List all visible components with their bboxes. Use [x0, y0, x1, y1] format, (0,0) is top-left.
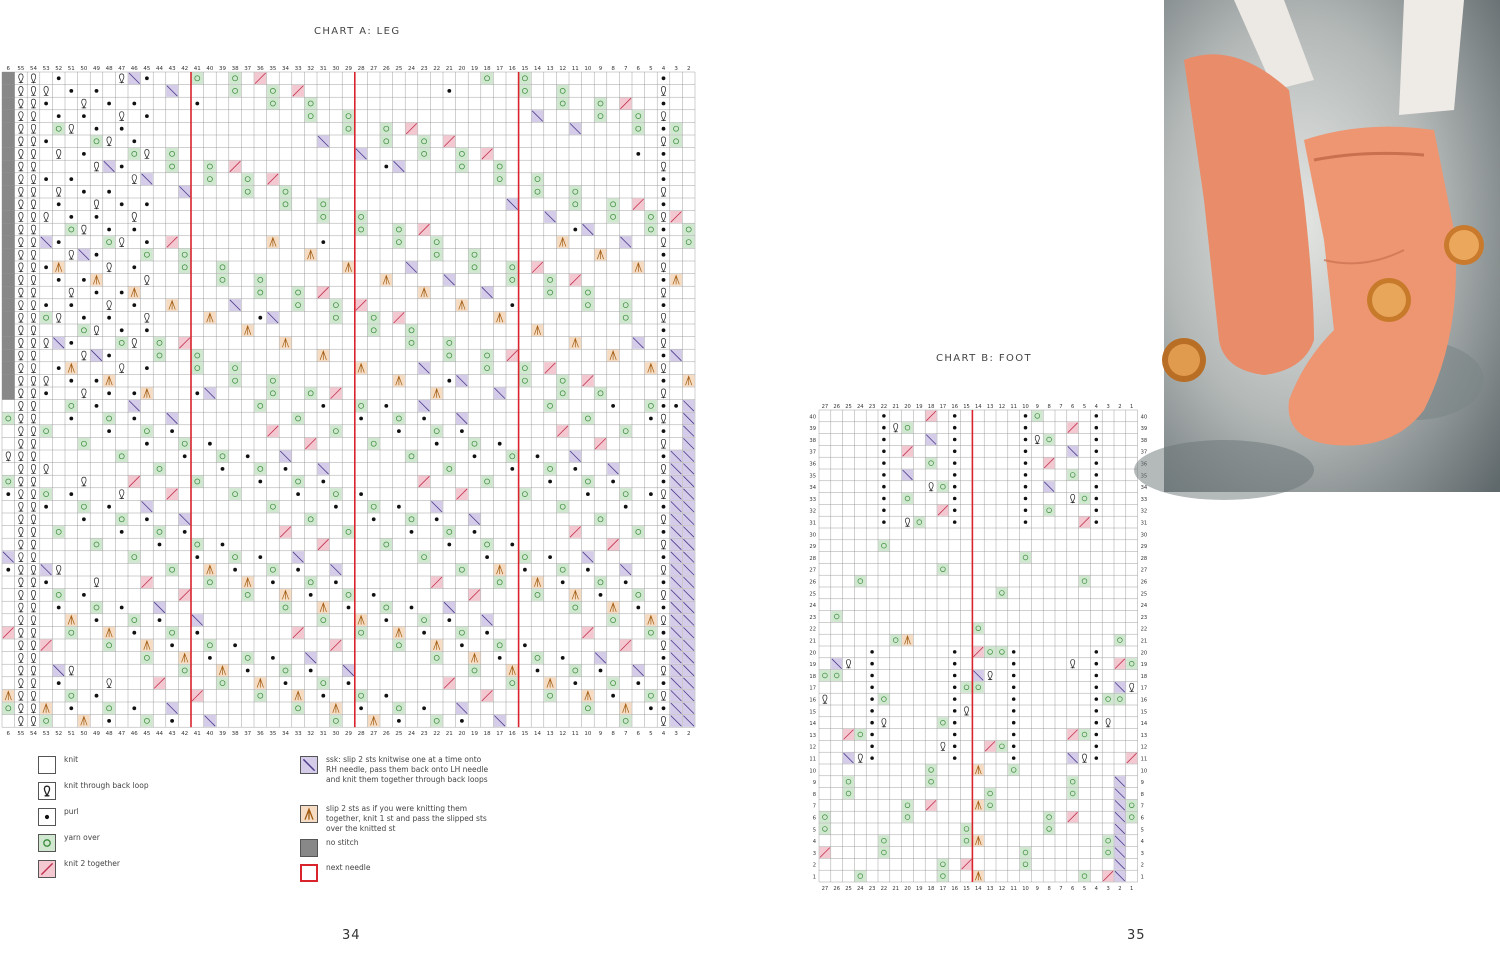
chart-b-row-label-left: 6 [812, 815, 816, 822]
chart-b-row-label-left: 16 [809, 697, 816, 704]
chart-a-col-label-bottom: 49 [93, 731, 100, 738]
chart-a-col-label-bottom: 54 [30, 731, 37, 738]
chart-a-col-label-bottom: 29 [345, 731, 352, 738]
chart-a-col-label-bottom: 53 [42, 731, 50, 738]
chart-b-col-label-top: 22 [880, 404, 888, 410]
chart-b-col-label-bottom: 1 [1130, 886, 1134, 892]
chart-b-row-label-right: 40 [1140, 414, 1148, 421]
socks-illustration-icon [1164, 0, 1500, 492]
chart-a-col-label-bottom: 10 [584, 731, 592, 738]
chart-a-col-label-top: 6 [6, 66, 11, 72]
chart-b-row-label-left: 34 [809, 485, 816, 492]
chart-b-col-label-bottom: 21 [892, 886, 900, 892]
chart-a-col-label-top: 24 [408, 66, 415, 72]
chart-a-col-label-bottom: 40 [206, 731, 214, 738]
chart-b-col-label-top: 8 [1047, 404, 1051, 410]
chart-a-col-label-top: 43 [168, 66, 176, 72]
chart-b-col-label-bottom: 10 [1022, 886, 1029, 892]
chart-b-row-label-right: 33 [1140, 496, 1148, 503]
chart-b-row-label-left: 10 [809, 768, 816, 775]
chart-b-col-label-bottom: 7 [1059, 886, 1063, 892]
chart-a-col-label-bottom: 38 [231, 731, 239, 738]
chart-b-row-label-left: 8 [812, 791, 816, 798]
legend-knit-label: knit [64, 755, 79, 764]
chart-b-col-label-top: 18 [927, 404, 935, 410]
chart-a-title: CHART A: LEG [314, 26, 401, 37]
chart-b-row-label-right: 12 [1140, 744, 1148, 751]
chart-a-col-label-top: 38 [231, 66, 239, 72]
page-number-right: 35 [1127, 928, 1146, 943]
chart-a-col-label-top: 3 [674, 66, 678, 72]
chart-a-col-label-bottom: 6 [636, 731, 641, 738]
chart-b-col-label-bottom: 20 [904, 886, 911, 892]
chart-b-row-label-left: 21 [809, 638, 816, 645]
chart-a-col-label-bottom: 34 [282, 731, 289, 738]
chart-a-col-label-bottom: 25 [395, 731, 403, 738]
chart-b-col-label-bottom: 19 [915, 886, 923, 892]
chart-b-row-label-right: 23 [1140, 614, 1148, 621]
chart-b-row-label-right: 1 [1140, 874, 1144, 881]
chart-a-col-label-bottom: 11 [571, 731, 579, 738]
chart-a-col-label-top: 21 [445, 66, 453, 72]
chart-a-col-label-top: 55 [17, 66, 25, 72]
chart-b-row-label-left: 7 [812, 803, 816, 810]
chart-b-row-label-right: 31 [1140, 520, 1148, 527]
chart-b-row-label-left: 17 [809, 685, 816, 692]
chart-b-row-label-left: 37 [809, 449, 816, 456]
chart-a-col-label-bottom: 24 [408, 731, 415, 738]
chart-b-col-label-top: 2 [1118, 404, 1122, 410]
chart-a-col-label-top: 49 [93, 66, 100, 72]
chart-a-col-label-top: 48 [105, 66, 113, 72]
page-number-left: 34 [342, 928, 361, 943]
chart-a-col-label-bottom: 12 [559, 731, 567, 738]
chart-b-col-label-bottom: 8 [1047, 886, 1051, 892]
chart-b-row-label-left: 20 [809, 650, 816, 657]
chart-a-col-label-top: 42 [181, 66, 189, 72]
chart-a-col-label-bottom: 35 [269, 731, 277, 738]
chart-b-col-label-bottom: 6 [1071, 886, 1075, 892]
chart-b-row-label-left: 18 [809, 673, 816, 680]
chart-b-row-label-right: 3 [1140, 850, 1144, 857]
chart-b-row-label-right: 5 [1140, 827, 1144, 834]
chart-b-row-label-left: 26 [809, 579, 816, 586]
chart-a-col-label-bottom: 4 [661, 731, 666, 738]
chart-b-col-label-bottom: 3 [1106, 886, 1110, 892]
chart-a-col-label-bottom: 42 [181, 731, 189, 738]
chart-b-col-label-top: 11 [1010, 404, 1018, 410]
chart-a-col-label-bottom: 9 [598, 731, 603, 738]
chart-a-col-label-bottom: 50 [80, 731, 88, 738]
chart-a-col-label-bottom: 30 [332, 731, 340, 738]
chart-b-col-label-top: 3 [1106, 404, 1110, 410]
chart-a-col-label-top: 5 [649, 66, 653, 72]
chart-a-col-label-bottom: 17 [496, 731, 504, 738]
chart-b-col-label-top: 4 [1094, 404, 1098, 410]
chart-a-col-label-bottom: 21 [445, 731, 453, 738]
chart-a-col-label-top: 34 [282, 66, 289, 72]
chart-b-row-label-right: 37 [1140, 449, 1148, 456]
chart-b-row-label-left: 31 [809, 520, 816, 527]
chart-b-row-label-right: 27 [1140, 567, 1148, 574]
chart-a-col-label-bottom: 27 [370, 731, 378, 738]
chart-a-col-label-bottom: 41 [193, 731, 201, 738]
chart-b-row-label-right: 14 [1140, 721, 1148, 728]
chart-b-col-label-bottom: 15 [963, 886, 970, 892]
chart-b-col-label-top: 14 [974, 404, 982, 410]
chart-a-grid [0, 62, 705, 738]
chart-a-col-label-top: 50 [80, 66, 88, 72]
chart-b-row-label-right: 32 [1140, 508, 1148, 515]
chart-b-col-label-top: 5 [1082, 404, 1087, 410]
chart-b-col-label-bottom: 24 [856, 886, 864, 892]
chart-b-row-label-right: 29 [1140, 544, 1148, 551]
chart-a-col-label-top: 9 [598, 66, 603, 72]
chart-a-col-label-bottom: 2 [686, 731, 691, 738]
chart-a-col-label-bottom: 26 [382, 731, 390, 738]
chart-b-row-label-left: 22 [809, 626, 816, 633]
chart-b-row-label-right: 11 [1140, 756, 1148, 763]
chart-b-col-label-bottom: 2 [1118, 886, 1122, 892]
chart-b-col-label-bottom: 5 [1082, 886, 1087, 892]
chart-b-col-label-top: 15 [963, 404, 970, 410]
chart-b-col-label-top: 25 [845, 404, 852, 410]
chart-b-row-label-left: 27 [809, 567, 816, 574]
chart-b-row-label-right: 9 [1140, 780, 1144, 787]
chart-a-col-label-top: 41 [193, 66, 201, 72]
chart-b-col-label-bottom: 12 [998, 886, 1006, 892]
chart-a-col-label-bottom: 8 [611, 731, 615, 738]
chart-b-col-label-top: 27 [821, 404, 829, 410]
chart-b-col-label-top: 16 [951, 404, 959, 410]
chart-b-col-label-top: 20 [904, 404, 911, 410]
chart-a-col-label-top: 14 [534, 66, 541, 72]
legend-purl-label: purl [64, 807, 79, 816]
chart-b-col-label-bottom: 16 [951, 886, 959, 892]
chart-a-col-label-top: 7 [623, 66, 628, 72]
chart-b-row-label-right: 13 [1140, 732, 1148, 739]
chart-b-row-label-left: 19 [809, 662, 816, 669]
chart-a-col-label-bottom: 19 [471, 731, 478, 738]
chart-a-col-label-bottom: 44 [156, 731, 163, 738]
chart-a-col-label-bottom: 32 [307, 731, 315, 738]
chart-b-col-label-top: 21 [892, 404, 900, 410]
sk2p-symbol-icon [300, 805, 318, 823]
chart-a-col-label-top: 11 [571, 66, 579, 72]
chart-b-row-label-right: 26 [1140, 579, 1148, 586]
chart-a-col-label-top: 54 [30, 66, 37, 72]
chart-a-col-label-bottom: 55 [17, 731, 25, 738]
chart-b-col-label-top: 1 [1130, 404, 1134, 410]
chart-b-row-label-right: 6 [1140, 815, 1144, 822]
chart-b-col-label-bottom: 23 [868, 886, 876, 892]
chart-a-col-label-bottom: 51 [67, 731, 75, 738]
chart-a-col-label-top: 25 [395, 66, 403, 72]
chart-a-col-label-top: 28 [357, 66, 365, 72]
chart-b-row-label-left: 14 [809, 721, 816, 728]
chart-b-row-label-right: 18 [1140, 673, 1148, 680]
chart-a-col-label-top: 30 [332, 66, 340, 72]
chart-b-row-label-right: 28 [1140, 555, 1148, 562]
chart-b-row-label-left: 33 [809, 496, 816, 503]
chart-b-col-label-top: 7 [1059, 404, 1063, 410]
chart-a-col-label-top: 2 [686, 66, 691, 72]
chart-b-row-label-right: 34 [1140, 485, 1148, 492]
chart-a-col-label-top: 16 [508, 66, 516, 72]
chart-b-col-label-bottom: 27 [821, 886, 829, 892]
chart-b-row-label-left: 3 [812, 850, 816, 857]
chart-b-col-label-bottom: 22 [880, 886, 888, 892]
chart-b-row-label-left: 25 [809, 591, 816, 598]
chart-a-col-label-bottom: 15 [521, 731, 529, 738]
chart-b-row-label-right: 30 [1140, 532, 1148, 539]
chart-b-row-label-left: 2 [812, 862, 816, 869]
chart-b-row-label-left: 38 [809, 437, 816, 444]
knit-tbl-symbol-icon [38, 782, 56, 800]
chart-b-row-label-left: 12 [809, 744, 816, 751]
chart-a-col-label-top: 52 [55, 66, 63, 72]
chart-b-row-label-right: 39 [1140, 426, 1148, 433]
chart-b-col-label-top: 13 [986, 404, 994, 410]
legend-next-needle-label: next needle [326, 863, 371, 872]
chart-b-row-label-right: 24 [1140, 603, 1148, 610]
chart-b-col-label-bottom: 18 [927, 886, 935, 892]
next-needle-symbol-icon [300, 864, 318, 882]
chart-b-title: CHART B: FOOT [936, 353, 1033, 364]
chart-b-row-label-right: 15 [1140, 709, 1148, 716]
chart-b-row-label-right: 16 [1140, 697, 1148, 704]
chart-a-col-label-bottom: 37 [244, 731, 252, 738]
legend-knit-tbl-label: knit through back loop [64, 781, 149, 790]
chart-b-row-label-right: 21 [1140, 638, 1148, 645]
chart-b-row-label-right: 25 [1140, 591, 1148, 598]
chart-a-col-label-top: 12 [559, 66, 567, 72]
chart-a-col-label-bottom: 22 [433, 731, 441, 738]
chart-b-row-label-right: 8 [1140, 791, 1144, 798]
chart-b-col-label-bottom: 17 [939, 886, 947, 892]
chart-a-col-label-top: 39 [219, 66, 226, 72]
chart-b-row-label-left: 23 [809, 614, 816, 621]
chart-a-col-label-top: 33 [294, 66, 302, 72]
chart-b-col-label-top: 9 [1035, 404, 1039, 410]
chart-a-col-label-top: 37 [244, 66, 252, 72]
chart-a-col-label-bottom: 33 [294, 731, 302, 738]
chart-a-col-label-top: 17 [496, 66, 504, 72]
chart-a-col-label-bottom: 47 [118, 731, 126, 738]
legend-ssk-label: ssk: slip 2 sts knitwise one at a time onto RH needle, pass them back onto LH needle and knit them together through back loops [326, 755, 489, 784]
chart-a-col-label-bottom: 5 [649, 731, 653, 738]
chart-b-row-label-right: 7 [1140, 803, 1144, 810]
chart-b-col-label-top: 23 [868, 404, 876, 410]
chart-b-row-label-right: 38 [1140, 437, 1148, 444]
chart-b-row-label-left: 13 [809, 732, 816, 739]
chart-a-col-label-top: 51 [67, 66, 75, 72]
chart-b-col-label-top: 12 [998, 404, 1006, 410]
chart-b-row-label-right: 2 [1140, 862, 1144, 869]
chart-b-col-label-bottom: 26 [833, 886, 841, 892]
chart-a-col-label-bottom: 43 [168, 731, 176, 738]
chart-b-row-label-left: 4 [812, 839, 816, 846]
chart-a-col-label-top: 26 [382, 66, 390, 72]
chart-b-grid [805, 400, 1150, 890]
chart-a-col-label-top: 47 [118, 66, 126, 72]
chart-b-row-label-left: 9 [812, 780, 816, 787]
legend-yarn-over-label: yarn over [64, 833, 100, 842]
chart-a-col-label-bottom: 52 [55, 731, 63, 738]
chart-b-row-label-left: 32 [809, 508, 816, 515]
chart-b-row-label-left: 15 [809, 709, 816, 716]
chart-a-col-label-bottom: 45 [143, 731, 151, 738]
chart-a-col-label-bottom: 28 [357, 731, 365, 738]
chart-b-row-label-left: 5 [812, 827, 816, 834]
chart-a-col-label-top: 29 [345, 66, 352, 72]
chart-b-col-label-bottom: 4 [1094, 886, 1098, 892]
chart-b-col-label-bottom: 11 [1010, 886, 1018, 892]
chart-a-col-label-top: 6 [636, 66, 641, 72]
chart-a-col-label-bottom: 46 [130, 731, 138, 738]
chart-a-col-label-top: 4 [661, 66, 666, 72]
chart-b-row-label-right: 22 [1140, 626, 1148, 633]
chart-a-col-label-bottom: 18 [483, 731, 491, 738]
chart-b-row-label-left: 35 [809, 473, 816, 480]
chart-a-col-label-top: 45 [143, 66, 151, 72]
chart-a-col-label-top: 20 [458, 66, 466, 72]
chart-a-col-label-top: 13 [546, 66, 554, 72]
chart-b-row-label-left: 11 [809, 756, 816, 763]
chart-b-row-label-right: 4 [1140, 839, 1144, 846]
chart-a-col-label-bottom: 7 [623, 731, 628, 738]
chart-b-col-label-bottom: 9 [1035, 886, 1039, 892]
yarn-over-symbol-icon [38, 834, 56, 852]
legend-k2tog-label: knit 2 together [64, 859, 120, 868]
chart-b-row-label-left: 30 [809, 532, 816, 539]
chart-a-col-label-bottom: 36 [256, 731, 264, 738]
chart-b-row-label-right: 20 [1140, 650, 1148, 657]
chart-a-col-label-top: 22 [433, 66, 441, 72]
legend-sk2p-label: slip 2 sts as if you were knitting them together, knit 1 st and pass the slipped sts over the knitted st [326, 804, 487, 833]
knit-symbol-icon [38, 756, 56, 774]
chart-a-col-label-bottom: 13 [546, 731, 554, 738]
no-stitch-symbol-icon [300, 839, 318, 857]
k2tog-symbol-icon [38, 860, 56, 878]
chart-b-col-label-top: 26 [833, 404, 841, 410]
chart-a-col-label-bottom: 31 [319, 731, 327, 738]
chart-a-col-label-top: 53 [42, 66, 50, 72]
chart-b-col-label-top: 6 [1071, 404, 1075, 410]
ssk-symbol-icon [300, 756, 318, 774]
chart-b-col-label-bottom: 25 [845, 886, 852, 892]
chart-a-col-label-top: 27 [370, 66, 378, 72]
chart-a-col-label-bottom: 3 [674, 731, 678, 738]
chart-b-row-label-left: 29 [809, 544, 816, 551]
chart-a-col-label-top: 32 [307, 66, 315, 72]
chart-a-col-label-bottom: 6 [6, 731, 11, 738]
purl-symbol-icon [38, 808, 56, 826]
legend-no-stitch-label: no stitch [326, 838, 359, 847]
chart-a-col-label-bottom: 16 [508, 731, 516, 738]
chart-b-col-label-bottom: 13 [986, 886, 994, 892]
chart-b-col-label-bottom: 14 [974, 886, 982, 892]
chart-a-col-label-top: 19 [471, 66, 478, 72]
chart-a-col-label-top: 10 [584, 66, 592, 72]
socks-photo [1164, 0, 1500, 492]
chart-b-row-label-right: 19 [1140, 662, 1148, 669]
chart-b-col-label-top: 24 [856, 404, 864, 410]
chart-a-col-label-bottom: 48 [105, 731, 113, 738]
chart-b-row-label-left: 28 [809, 555, 816, 562]
chart-b-row-label-left: 40 [809, 414, 816, 421]
chart-a-col-label-top: 23 [420, 66, 428, 72]
chart-a-col-label-top: 15 [521, 66, 529, 72]
chart-b-col-label-top: 17 [939, 404, 947, 410]
chart-b-col-label-top: 19 [915, 404, 923, 410]
chart-b-row-label-left: 24 [809, 603, 816, 610]
chart-a-col-label-bottom: 39 [219, 731, 226, 738]
chart-a-col-label-bottom: 23 [420, 731, 428, 738]
chart-b-row-label-right: 10 [1140, 768, 1148, 775]
chart-a-col-label-bottom: 14 [534, 731, 541, 738]
chart-b-row-label-left: 39 [809, 426, 816, 433]
chart-a-col-label-bottom: 20 [458, 731, 466, 738]
chart-b-row-label-left: 1 [812, 874, 816, 881]
chart-a-col-label-top: 18 [483, 66, 491, 72]
chart-a-col-label-top: 35 [269, 66, 277, 72]
chart-a-col-label-top: 31 [319, 66, 327, 72]
chart-a-col-label-top: 8 [611, 66, 615, 72]
chart-a-col-label-top: 36 [256, 66, 264, 72]
chart-a-col-label-top: 44 [156, 66, 163, 72]
chart-b-col-label-top: 10 [1022, 404, 1029, 410]
chart-a-col-label-top: 40 [206, 66, 214, 72]
chart-b-row-label-left: 36 [809, 461, 816, 468]
chart-a-col-label-top: 46 [130, 66, 138, 72]
chart-b-row-label-right: 17 [1140, 685, 1148, 692]
